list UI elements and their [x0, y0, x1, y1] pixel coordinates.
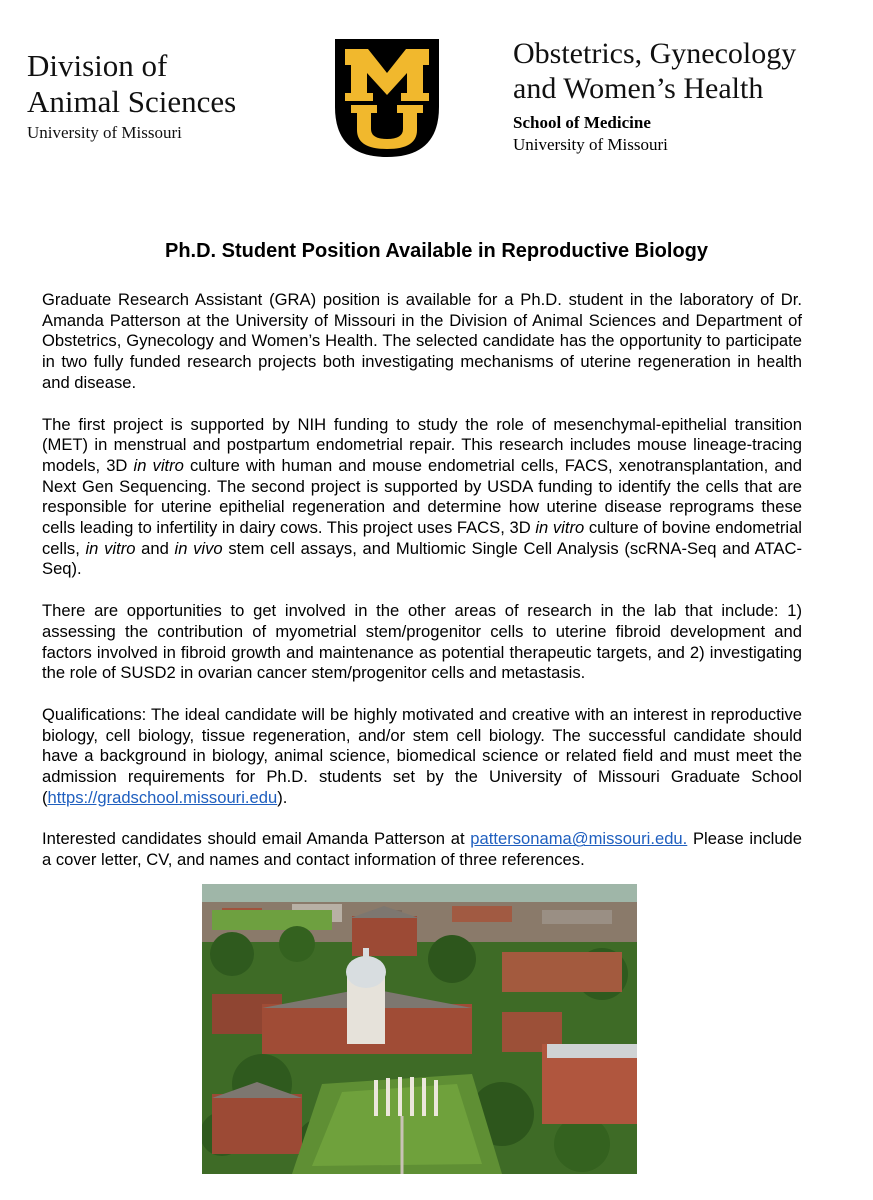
italic-span: in vitro	[133, 455, 184, 475]
department-brand	[513, 36, 853, 156]
text-span: stem cell assays, and Multiomic Single Cell Analysis (scRNA-Seq and ATAC-Seq).	[42, 538, 802, 579]
text-span: ).	[277, 787, 288, 807]
text-span: culture of bovine endometrial cells,	[42, 518, 802, 558]
paragraph-opportunities: There are opportunities to get involved in the other areas of research in the lab that include: 1) assessing the contribution of myometrial stem/progenitor cells to uterine fibroid development and factors involved in fibroid growth and maintenance as potential therapeutic targets, and 2) investigating the role of SUSD2 in ovarian cancer stem/progenitor cells and metastasis.	[42, 601, 802, 683]
paragraph-projects	[42, 415, 802, 581]
department-name-line2: and Women’s Health	[513, 72, 764, 105]
text-span: Qualifications: The ideal candidate will be highly motivated and creative with an interest in reproductive biology, cell biology, tissue regeneration, and/or stem cell biology. The successful candidate should have a background in biology, animal science, biomedical science or related field and must meet the admission requirements for Ph.D. students set by the University of Missouri Graduate School (	[42, 704, 802, 807]
paragraph-qualifications	[42, 705, 802, 809]
campus-illustration	[202, 884, 637, 1174]
text-span: Please include a cover letter, CV, and names and contact information of three references.	[42, 829, 803, 870]
campus-aerial-photo	[202, 884, 637, 1174]
division-name-line2: Animal Sciences	[27, 84, 237, 119]
text-span: Interested candidates should email Amanda Patterson at	[42, 829, 471, 849]
email-link[interactable]: pattersonama@missouri.edu.	[470, 829, 688, 849]
italic-span: in vitro	[85, 538, 136, 558]
division-brand	[27, 48, 287, 144]
division-name-line1: Division of	[27, 48, 168, 83]
italic-span: in vivo	[174, 538, 223, 558]
department-university: University of Missouri	[513, 135, 668, 154]
text-span: culture with human and mouse endometrial cells, FACS, xenotransplantation, and Next Gen Sequencing. The second project is supported by USDA funding to identify the cells that are responsible for uterine epithelial regeneration and determine how uterine disease reprograms these cells leading to infertility in dairy cows. This project uses FACS, 3D	[42, 455, 802, 538]
department-name-line1: Obstetrics, Gynecology	[513, 37, 797, 70]
mizzou-logo	[333, 37, 441, 159]
mizzou-logo-shield-icon	[333, 37, 441, 159]
division-university: University of Missouri	[27, 123, 182, 142]
document-body	[42, 290, 802, 892]
page-title: Ph.D. Student Position Available in Reproductive Biology	[164, 240, 709, 262]
text-span: and	[135, 538, 175, 558]
gradschool-link[interactable]: https://gradschool.missouri.edu	[47, 787, 278, 807]
italic-span: in vitro	[535, 518, 585, 538]
text-span: The first project is supported by NIH funding to study the role of mesenchymal-epithelial transition (MET) in menstrual and postpartum endometrial repair. This research includes mouse lineage-tracing models, 3D	[42, 414, 802, 475]
paragraph-intro: Graduate Research Assistant (GRA) position is available for a Ph.D. student in the laboratory of Dr. Amanda Patterson at the University of Missouri in the Division of Animal Sciences and Department of Obstetrics, Gynecology and Women’s Health. The selected candidate has the opportunity to participate in two fully funded research projects both investigating mechanisms of uterine regeneration in health and disease.	[42, 290, 802, 392]
paragraph-contact	[42, 829, 802, 870]
school-name: School of Medicine	[513, 113, 651, 132]
